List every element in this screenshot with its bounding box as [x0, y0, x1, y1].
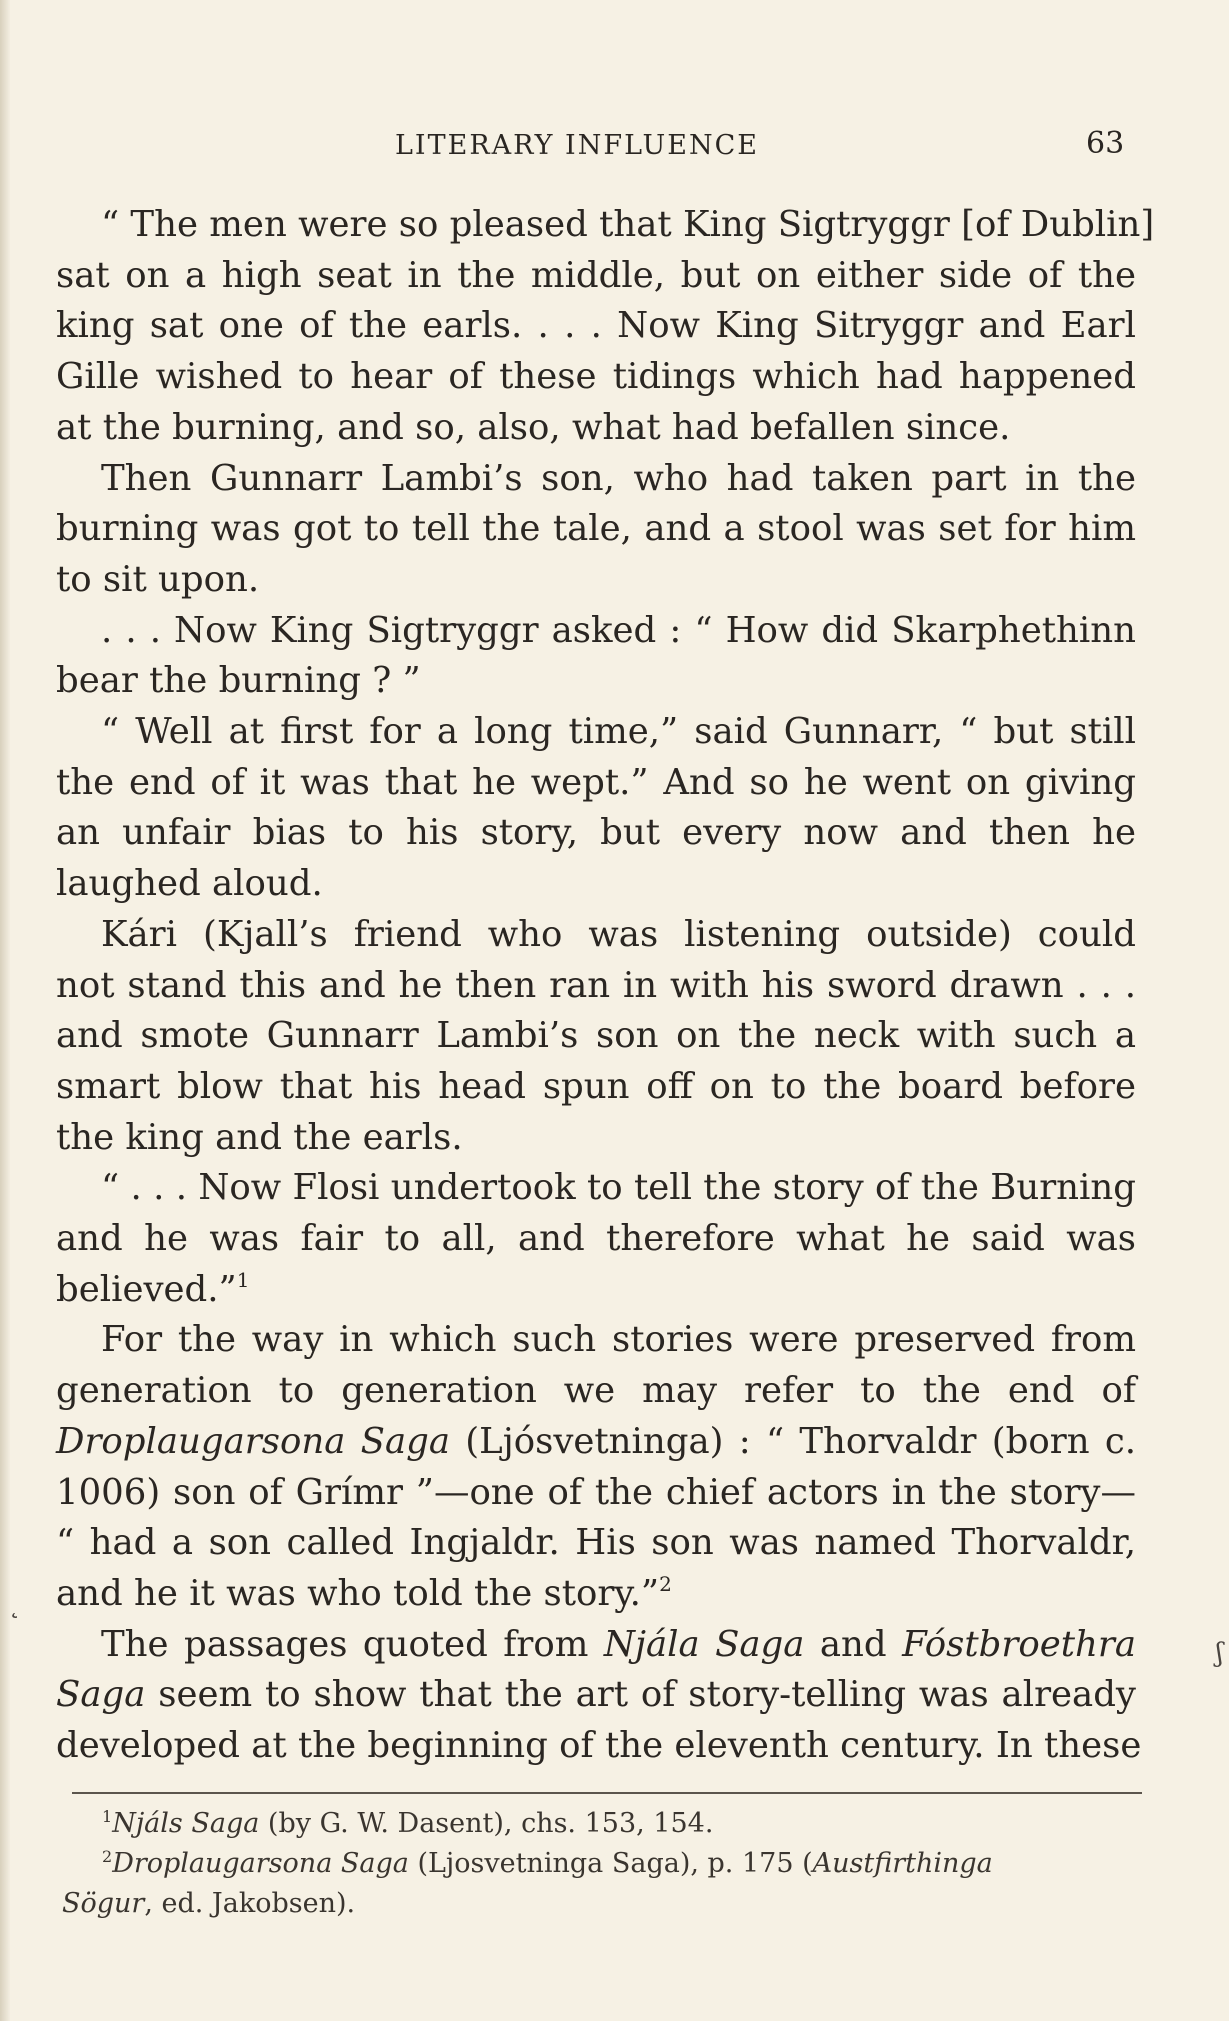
text-line: “ Well at first for a long time,” said Gunnarr, “ but still [101, 711, 1136, 753]
text-line: Then Gunnarr Lambi’s son, who had taken part in the [101, 457, 1136, 499]
footnotes [62, 1804, 1152, 1924]
text-fragment: (Ljosvetninga Saga), p. 175 ( [408, 1848, 813, 1879]
text-line: laughed aloud. [56, 863, 323, 905]
text-line: and smote Gunnarr Lambi’s son on the neck with such a [56, 1015, 1136, 1057]
text-fragment: and he it was who told the story.” [56, 1572, 660, 1614]
footnote-ref: 2 [659, 1571, 672, 1596]
text-line: generation to generation we may refer to the end of [56, 1370, 1136, 1412]
text-line [56, 1620, 1136, 1671]
text-line: and he was fair to all, and therefore what he said was [56, 1218, 1136, 1260]
footnote-number: 1 [102, 1807, 113, 1826]
text-line: Kári (Kjall’s friend who was listening outside) could [101, 913, 1136, 955]
text-line: developed at the beginning of the eleventh century. In these [56, 1725, 1142, 1767]
page-header [0, 126, 1229, 170]
body-text [56, 200, 1155, 1772]
italic-title: Njáls Saga [112, 1808, 260, 1839]
text-line: burning was got to tell the tale, and a stool was set for him [56, 508, 1136, 550]
text-line: . . . Now King Sigtryggr asked : “ How did Skarphethinn [101, 609, 1136, 651]
text-line: smart blow that his head spun off on to the board before [56, 1065, 1136, 1107]
text-line: For the way in which such stories were preserved from [101, 1319, 1136, 1361]
text-fragment: The passages quoted from [101, 1623, 604, 1665]
italic-title: Sögur [62, 1888, 145, 1919]
text-line: “ had a son called Ingjaldr. His son was named Thorvaldr, [56, 1522, 1136, 1564]
text-line: Gille wished to hear of these tidings which had happened [56, 356, 1136, 398]
margin-ink-mark: ʃ [1216, 1638, 1224, 1668]
footnote-2-cont [62, 1884, 1152, 1924]
footnote-2 [62, 1844, 1152, 1884]
text-line: “ . . . Now Flosi undertook to tell the story of the Burning [101, 1167, 1136, 1209]
text-fragment: (Ljósvetninga) : “ Thorvaldr (born c. [450, 1420, 1136, 1462]
text-line [56, 1265, 1136, 1316]
text-line: “ The men were so pleased that King Sigtryggr [of Dublin] [101, 204, 1155, 245]
text-line: 1006) son of Grímr ”—one of the chief actors in the story— [56, 1471, 1136, 1513]
footnote-ref: 1 [236, 1267, 250, 1292]
footnote-rule [72, 1792, 1142, 1794]
italic-title: Droplaugarsona Saga [56, 1420, 451, 1462]
text-line: at the burning, and so, also, what had befallen since. [56, 406, 1011, 448]
page-number: 63 [1086, 126, 1125, 161]
text-line: king sat one of the earls. . . . Now King Sitryggr and Earl [56, 305, 1136, 347]
italic-title: Saga [56, 1674, 146, 1716]
text-line [56, 1417, 1136, 1468]
italic-title: Droplaugarsona Saga [112, 1848, 409, 1879]
text-fragment: and [804, 1623, 903, 1665]
text-line: not stand this and he then ran in with his sword drawn . . . [56, 964, 1136, 1006]
italic-title: Njála Saga [603, 1623, 805, 1665]
text-fragment: , ed. Jakobsen). [144, 1888, 356, 1919]
footnote-1 [62, 1804, 1152, 1844]
text-line: sat on a high seat in the middle, but on either side of the [56, 254, 1136, 296]
text-fragment: (by G. W. Dasent), chs. 153, 154. [259, 1808, 714, 1839]
footnote-number: 2 [102, 1847, 113, 1866]
page-edge-shadow [0, 0, 10, 2021]
text-line: the end of it was that he wept.” And so he went on giving [56, 761, 1136, 803]
text-line [56, 1670, 1136, 1721]
text-line: an unfair bias to his story, but every now and then he [56, 812, 1136, 854]
margin-ink-mark: ˛ [8, 1590, 21, 1620]
text-fragment: believed.” [56, 1268, 237, 1310]
italic-title: Fóstbroethra [902, 1623, 1136, 1665]
running-head: LITERARY INFLUENCE [395, 130, 759, 161]
text-line [56, 1569, 1136, 1620]
text-line: bear the burning ? ” [56, 660, 421, 702]
text-fragment: seem to show that the art of story-telling was already [145, 1674, 1136, 1716]
text-line: the king and the earls. [56, 1116, 463, 1158]
text-line: to sit upon. [56, 558, 260, 600]
italic-title: Austfirthinga [812, 1848, 993, 1879]
